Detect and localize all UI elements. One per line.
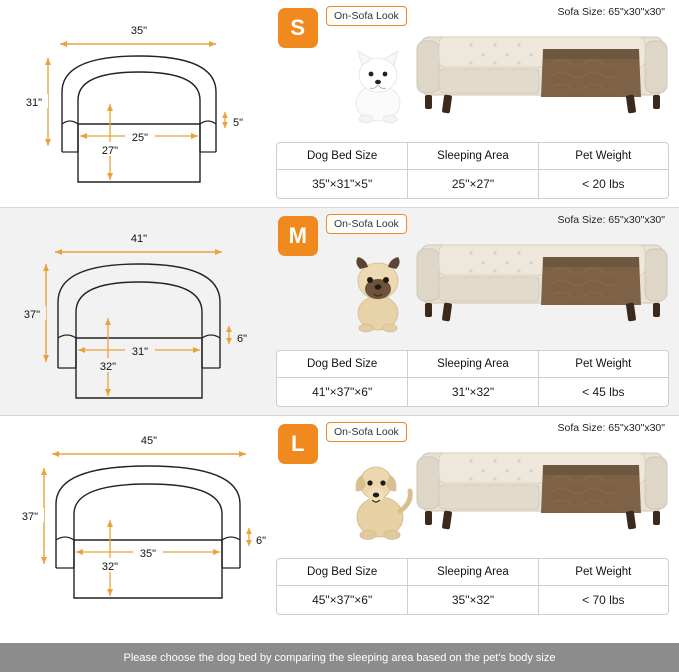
value-sleeping-area: 35"×32" [407,586,537,614]
spec-table-small [276,142,669,199]
value-dog-bed-size: 35"×31"×5" [312,177,373,191]
dim-bolster-label: 5" [232,117,244,129]
value-dog-bed-size: 41"×37"×6" [312,385,373,399]
dim-width-label: 35" [130,25,148,37]
header-sleeping-area: Sleeping Area [407,559,537,585]
dim-height-label: 37" [21,511,39,523]
footer-note: Please choose the dog bed by comparing the sleeping area based on the pet's body size [0,643,679,672]
on-sofa-look-label-medium: On-Sofa Look [326,214,407,234]
spec-table-large [276,558,669,615]
header-dog-bed-size: Dog Bed Size [307,358,378,370]
dim-width-label: 41" [130,233,148,245]
header-sleeping-area: Sleeping Area [407,351,537,377]
sofa-with-cover-icon [413,227,671,331]
row-right-large [268,416,679,623]
bed-diagram-medium [0,208,268,415]
dim-bolster-label: 6" [255,535,267,547]
dim-inner-depth-label: 32" [101,561,119,573]
table-header-row [277,559,668,585]
spec-table-medium [276,350,669,407]
sofa-size-label-medium: Sofa Size: 65"x30"x30" [557,214,665,226]
dim-inner-depth-label: 27" [101,145,119,157]
bed-diagram-large [0,416,268,623]
size-row-large [0,416,679,623]
dim-inner-width-label: 31" [131,346,149,358]
table-header-row [277,351,668,377]
dim-inner-depth-label: 32" [99,361,117,373]
value-sleeping-area: 25"×27" [407,170,537,198]
photo-zone-small [320,18,671,123]
on-sofa-look-label-small: On-Sofa Look [326,6,407,26]
photo-zone-large [320,434,671,539]
white-dog-icon [330,29,426,125]
header-pet-weight: Pet Weight [538,559,668,585]
header-dog-bed-size: Dog Bed Size [307,150,378,162]
sofa-with-cover-icon [413,435,671,539]
bed-diagram-svg-small [0,0,268,207]
table-row [277,585,668,614]
dim-bolster-label: 6" [236,333,248,345]
size-badge-large: L [278,424,318,464]
sofa-size-label-small: Sofa Size: 65"x30"x30" [557,6,665,18]
header-pet-weight: Pet Weight [538,351,668,377]
sofa-size-label-large: Sofa Size: 65"x30"x30" [557,422,665,434]
bed-diagram-small [0,0,268,207]
value-pet-weight: < 45 lbs [538,378,668,406]
dim-width-label: 45" [140,435,158,447]
value-sleeping-area: 31"×32" [407,378,537,406]
dim-inner-width-label: 35" [139,548,157,560]
table-row [277,169,668,198]
header-pet-weight: Pet Weight [538,143,668,169]
value-pet-weight: < 70 lbs [538,586,668,614]
value-dog-bed-size: 45"×37"×6" [312,593,373,607]
labrador-dog-icon [330,445,426,541]
on-sofa-look-label-large: On-Sofa Look [326,422,407,442]
header-sleeping-area: Sleeping Area [407,143,537,169]
dim-height-label: 37" [23,309,41,321]
dim-inner-width-label: 25" [131,132,149,144]
table-header-row [277,143,668,169]
sofa-with-cover-icon [413,19,671,123]
pug-dog-icon [330,237,426,333]
bed-diagram-svg-large [0,416,268,623]
row-right-small [268,0,679,207]
value-pet-weight: < 20 lbs [538,170,668,198]
size-badge-small: S [278,8,318,48]
dim-height-label: 31" [25,97,43,109]
bed-diagram-svg-medium [0,208,268,415]
photo-zone-medium [320,226,671,331]
row-right-medium [268,208,679,415]
size-row-small [0,0,679,207]
header-dog-bed-size: Dog Bed Size [307,566,378,578]
table-row [277,377,668,406]
size-badge-medium: M [278,216,318,256]
size-row-medium [0,208,679,415]
